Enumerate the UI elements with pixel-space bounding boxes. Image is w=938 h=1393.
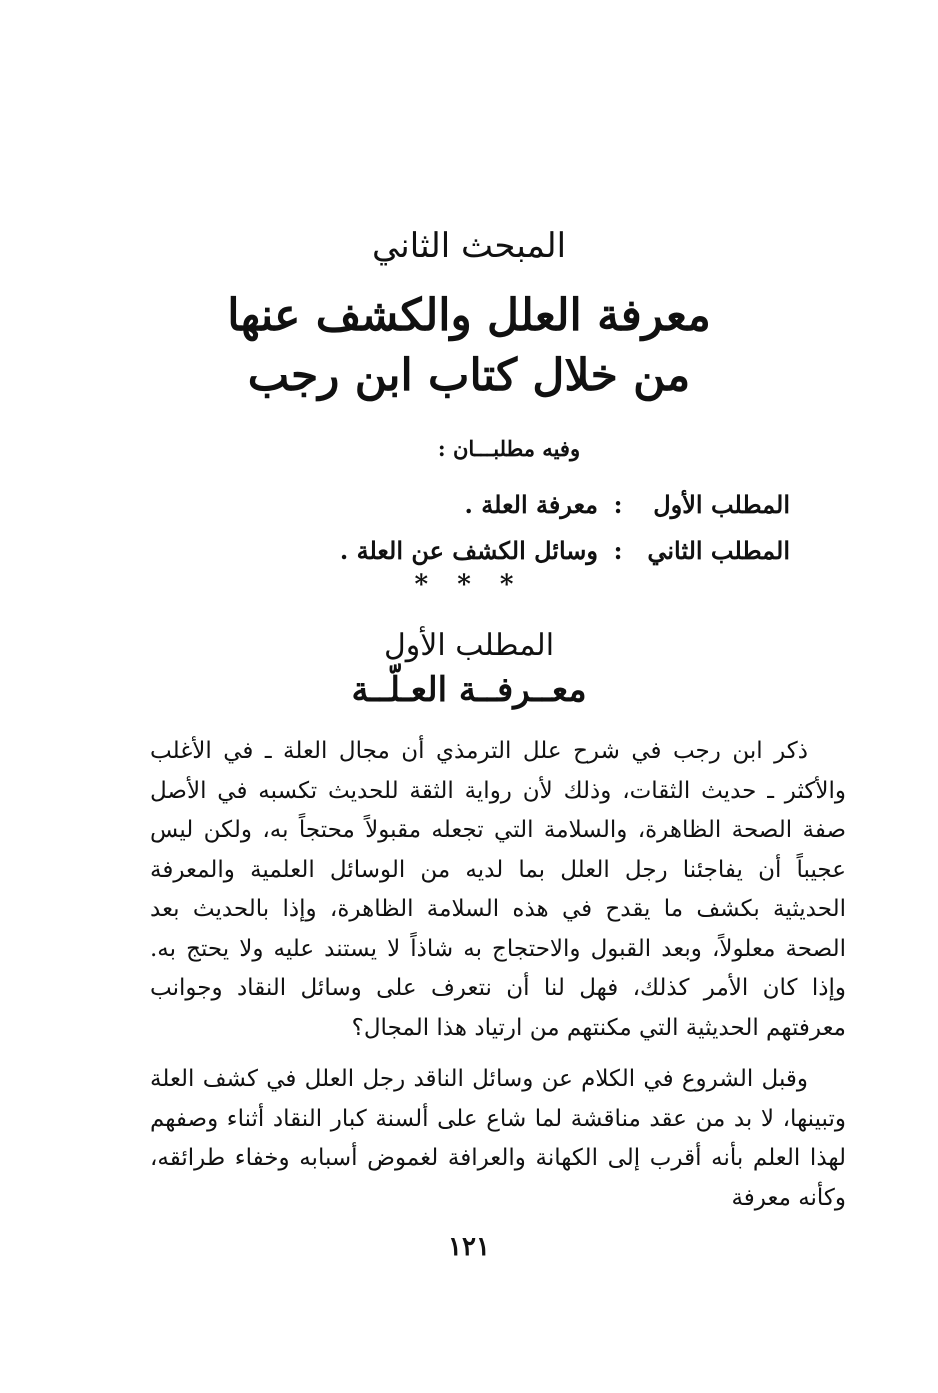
subsection-label: المطلب الأول	[383, 628, 555, 663]
section-divider: * * *	[414, 570, 524, 600]
toc-row-topic: وسائل الكشف عن العلة .	[339, 536, 598, 565]
section-label: المبحث الثاني	[371, 226, 567, 266]
subsection-title: معــرفــة العـلّــة	[351, 670, 587, 710]
body-text	[150, 732, 846, 1230]
page-number: ١٢١	[448, 1232, 490, 1262]
toc-row	[290, 482, 790, 528]
chapter-title-line-2: من خلال كتاب ابن رجب	[247, 350, 691, 401]
toc-row-label: المطلب الأول	[653, 490, 790, 519]
toc-row-label: المطلب الثاني	[647, 536, 790, 565]
intro-text: وفيه مطلبـــان :	[437, 436, 581, 461]
toc-row	[290, 528, 790, 574]
toc-row-separator: :	[613, 490, 623, 519]
toc-row-separator: :	[613, 536, 623, 565]
paragraph: وقبل الشروع في الكلام عن وسائل الناقد رجل العلل في كشف العلة وتبينها، لا بد من عقد مناقشة لما شاع على ألسنة كبار النقاد أثناء وصفهم لهذا العلم بأنه أقرب إلى الكهانة والعرافة لغموض أسبابه وخفاء طرائقه، وكأنه معرفة	[150, 1066, 846, 1211]
toc-row-topic: معرفة العلة .	[464, 490, 598, 519]
toc-list	[290, 482, 790, 574]
paragraph: ذكر ابن رجب في شرح علل الترمذي أن مجال العلة ـ في الأغلب والأكثر ـ حديث الثقات، وذلك لأن رواية الثقة للحديث تكسبه في الأصل صفة الصحة الظاهرة، والسلامة التي تجعله مقبولاً محتجاً به، ولكن ليس عجيباً أن يفاجئنا رجل العلل بما لديه من الوسائل العلمية والمعرفة الحديثية بكشف ما يقدح في هذه السلامة الظاهرة، وإذا بالحديث بعد الصحة معلولاً، وبعد القبول والاحتجاج به شاذاً لا يستند عليه ولا يحتج به. وإذا كان الأمر كذلك، فهل لنا أن نتعرف على وسائل النقاد وجوانب معرفتهم الحديثية التي مكنتهم من ارتياد هذا المجال؟	[150, 738, 846, 1041]
chapter-title-line-1: معرفة العلل والكشف عنها	[227, 290, 711, 341]
chapter-title	[0, 286, 938, 406]
